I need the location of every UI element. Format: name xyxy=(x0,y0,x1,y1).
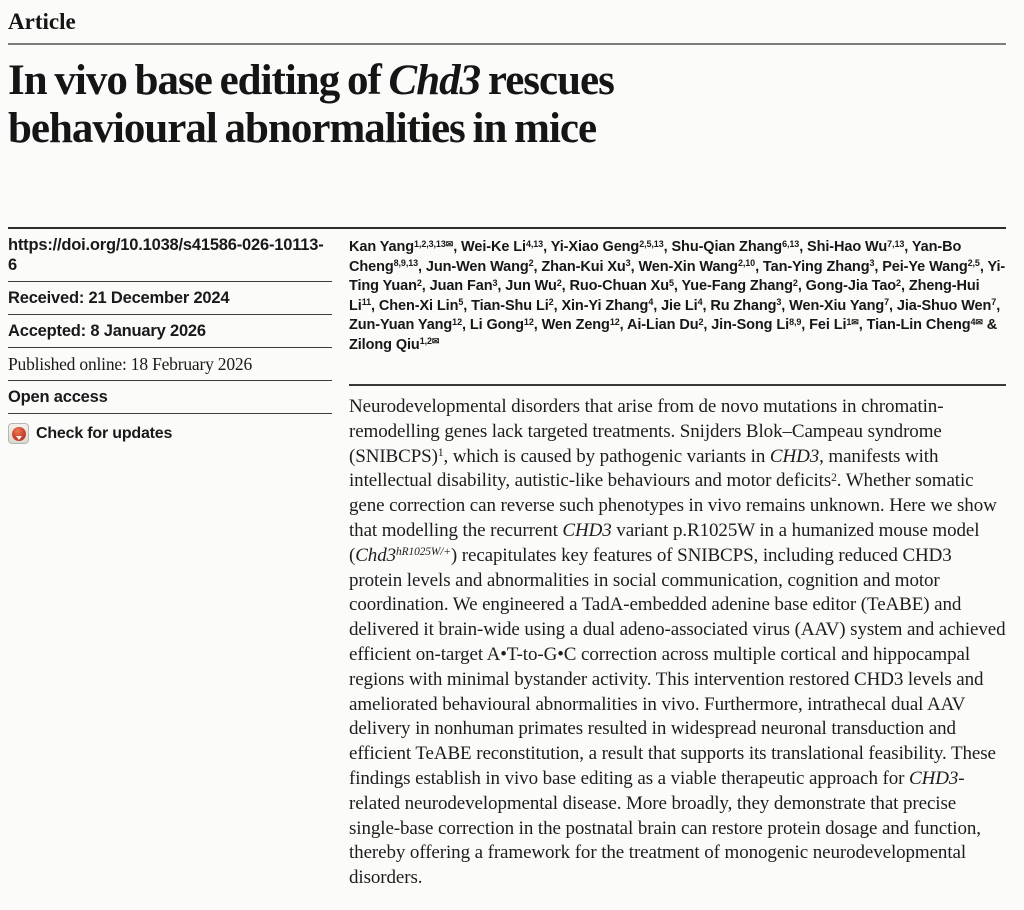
author-name: Zhan-Kui Xu xyxy=(541,258,626,275)
page-title: In vivo base editing of Chd3 rescues behavioural abnormalities in mice xyxy=(8,57,614,152)
author-affiliation-sup: 3 xyxy=(492,277,498,288)
author-affiliation-sup: 3 xyxy=(869,258,875,269)
accepted-date: Accepted: 8 January 2026 xyxy=(8,315,332,348)
crossmark-icon xyxy=(8,423,29,444)
author-affiliation-sup: 5 xyxy=(458,297,464,308)
author-name: Jun Wu xyxy=(505,278,557,294)
published-date: Published online: 18 February 2026 xyxy=(8,348,332,381)
author-name: Tian-Shu Li xyxy=(471,297,549,314)
author-name: Wen-Xin Wang xyxy=(638,258,738,275)
abstract-divider xyxy=(349,384,1006,386)
author-name: Xin-Yi Zhang xyxy=(561,297,649,314)
doi-link[interactable]: https://doi.org/10.1038/s41586-026-10113-6 xyxy=(8,229,332,282)
author-affiliation-email-sup: 1,2,3,13✉ xyxy=(414,238,454,249)
author-affiliation-sup: 12 xyxy=(452,316,462,327)
author-affiliation-sup: 11 xyxy=(361,297,372,308)
author-name: Jin-Song Li xyxy=(711,317,790,333)
author-affiliation-sup: 2,10 xyxy=(737,258,756,269)
received-date: Received: 21 December 2024 xyxy=(8,282,332,315)
author-affiliation-sup: 2 xyxy=(416,277,422,288)
author-affiliation-sup: 2 xyxy=(896,277,901,288)
author-name: Pei-Ye Wang xyxy=(882,258,968,275)
author-affiliation-sup: 3 xyxy=(625,258,631,269)
author-name: Wei-Ke Li xyxy=(461,239,526,255)
author-affiliation-sup: 6,13 xyxy=(782,238,800,249)
author-affiliation-sup: 2 xyxy=(528,258,534,269)
author-affiliation-sup: 3 xyxy=(776,297,782,308)
author-affiliation-sup: 12 xyxy=(609,316,620,327)
author-name: Zilong Qiu xyxy=(349,336,420,353)
author-affiliation-sup: 2,5 xyxy=(967,258,980,269)
author-name: Zheng-Hui Li xyxy=(349,278,980,314)
author-name: Jun-Wen Wang xyxy=(425,258,529,275)
open-access-label: Open access xyxy=(8,381,332,414)
author-affiliation-sup: 2 xyxy=(698,316,704,327)
author-name: Fei Li xyxy=(809,317,847,333)
article-kicker: Article xyxy=(8,9,76,34)
author-name: Juan Fan xyxy=(429,278,493,294)
check-for-updates-label: Check for updates xyxy=(36,424,173,442)
author-affiliation-sup: 4 xyxy=(648,297,654,308)
crossmark-circle-icon xyxy=(12,427,26,441)
author-name: Shi-Hao Wu xyxy=(807,239,888,255)
author-affiliation-sup: 8,9,13 xyxy=(393,258,419,269)
author-name: Yan-Bo Cheng xyxy=(349,239,962,275)
author-affiliation-sup: 7 xyxy=(991,297,997,308)
author-affiliation-sup: 4,13 xyxy=(525,238,544,249)
author-name: Yue-Fang Zhang xyxy=(681,278,793,294)
author-affiliation-email-sup: 4✉ xyxy=(970,316,983,327)
author-affiliation-email-sup: 1,2✉ xyxy=(419,336,440,347)
author-affiliation-sup: 8,9 xyxy=(789,316,802,327)
author-name: Shu-Qian Zhang xyxy=(671,239,783,255)
author-name: Tan-Ying Zhang xyxy=(762,258,870,275)
author-name: Wen-Xiu Yang xyxy=(789,297,885,314)
author-affiliation-email-sup: 1✉ xyxy=(846,316,859,327)
author-name: Tian-Lin Cheng xyxy=(866,317,971,333)
article-body xyxy=(8,229,1006,891)
author-affiliation-sup: 4 xyxy=(697,297,703,308)
author-name: Kan Yang xyxy=(349,239,415,255)
article-main-column xyxy=(349,229,1006,891)
check-for-updates-button[interactable] xyxy=(8,414,332,450)
author-name: Jia-Shuo Wen xyxy=(896,297,992,314)
author-name: Yi-Xiao Geng xyxy=(550,239,640,255)
author-affiliation-sup: 7 xyxy=(884,297,890,308)
author-name: Ruo-Chuan Xu xyxy=(569,278,669,294)
author-affiliation-sup: 7,13 xyxy=(887,238,905,249)
author-name: Chen-Xi Lin xyxy=(378,297,459,314)
author-affiliation-sup: 2 xyxy=(792,277,798,288)
author-list: Kan Yang$^{1,2,3,13✉}$, Wei-Ke Li$^{4,13}$, Yi-Xiao Geng$^{2,5,13}$, Shu-Qian Zhang$^{6,13}$, Shi-Hao Wu$^{7,13}$, Yan-Bo Cheng$^{8,9,13}$, Jun-Wen Wang$^2$, Zhan-Kui Xu$^3$, Wen-Xin Wang$^{2,10}$, Tan-Ying Zhang$^3$, Pei-Ye Wang$^{2,5}$, Yi-Ting Yuan$^2$, Juan Fan$^3$, Jun Wu$^2$, Ruo-Chuan Xu$^5$, Yue-Fang Zhang$^2$, Gong-Jia Tao$^2$, Zheng-Hui Li$^{11}$, Chen-Xi Lin$^5$, Tian-Shu Li$^2$, Xin-Yi Zhang$^4$, Jie Li$^4$, Ru Zhang$^3$, Wen-Xiu Yang$^7$, Jia-Shuo Wen$^7$, Zun-Yuan Yang$^{12}$, Li Gong$^{12}$, Wen Zeng$^{12}$, Ai-Lian Du$^2$, Jin-Song Li$^{8,9}$, Fei $Li^{1✉}$, Tian-Lin Cheng$^{4✉}$ & Zilong Qiu$^{1,2✉}$ xyxy=(349,238,1006,353)
author-name: Jie Li xyxy=(661,297,698,314)
author-name: Li Gong xyxy=(469,317,524,333)
author-name: Wen Zeng xyxy=(541,317,610,333)
author-name: Gong-Jia Tao xyxy=(805,278,897,294)
author-affiliation-sup: 2 xyxy=(556,277,562,288)
author-affiliation-sup: 12 xyxy=(523,316,534,327)
author-name: Ru Zhang xyxy=(710,297,777,314)
author-name: Zun-Yuan Yang xyxy=(349,317,453,333)
author-affiliation-sup: 5 xyxy=(669,277,674,288)
author-name: Ai-Lian Du xyxy=(626,317,699,333)
author-name: Yi-Ting Yuan xyxy=(349,258,1006,294)
author-affiliation-sup: 2 xyxy=(548,297,554,308)
author-affiliation-sup: 2,5,13 xyxy=(639,238,664,249)
article-metadata xyxy=(8,229,332,450)
header-divider xyxy=(8,43,1006,45)
abstract-text: Neurodevelopmental disorders that arise from de novo mutations in chromatin-remodelling genes lack targeted treatments. Snijders Blok–Campeau syndrome (SNIBCPS)$^1$, which is caused by pathogenic variants in CHD3, manifests with intellectual disability, autistic-like behaviours and motor deficits$^2$. Whether somatic gene correction can reverse such phenotypes in vivo remains unknown. Here we show that modelling the recurrent CHD3 variant p.R1025W in a humanized mouse model $(Chd3^{hR1025W/+})$ recapitulates key features of SNIBCPS, including reduced CHD3 protein levels and abnormalities in social communication, cognition and motor coordination. We engineered a TadA-embedded adenine base editor (TeABE) and delivered it brain-wide using a dual adeno-associated virus (AAV) system and achieved efficient on-target A•T-to-G•C correction across multiple cortical and hippocampal regions with minimal bystander activity. This intervention restored CHD3 levels and ameliorated behavioural abnormalities in vivo. Furthermore, intrathecal dual AAV delivery in nonhuman primates resulted in widespread neuronal transduction and efficient TeABE reconstitution, a result that supports its translational feasibility. These findings establish in vivo base editing as a viable therapeutic approach for CHD3-related neurodevelopmental disease. More broadly, they demonstrate that precise single-base correction in the postnatal brain can restore protein dosage and function, thereby offering a framework for the treatment of monogenic neurodevelopmental disorders. xyxy=(349,396,1006,889)
